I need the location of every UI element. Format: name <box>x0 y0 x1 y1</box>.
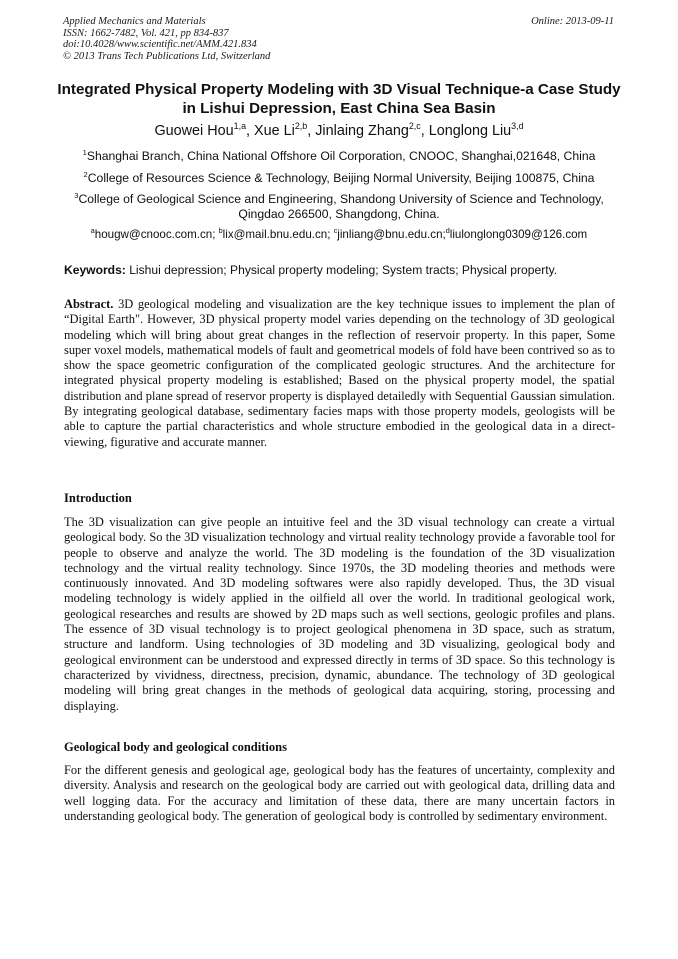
publication-info <box>63 16 270 62</box>
abstract <box>64 297 615 450</box>
author: Xue Li$^{2,b}$, <box>254 121 316 139</box>
section-heading: Geological body and geological conditions <box>64 740 287 754</box>
section-body: For the different genesis and geological age, geological body has the features of uncertainty, complexity and diversity. Analysis and research on the geological body are carried out with geological data, drilling data and well logging data. For the accuracy and limitation of these data, there are many uncertain factors in understanding geological body. The generation of geological body is controlled by sedimentary environment. <box>64 763 615 823</box>
section-heading: Introduction <box>64 491 132 505</box>
section-body: The 3D visualization can give people an intuitive feel and the 3D visual technology can create a virtual geological body. So the 3D visualization technology and virtual reality technology provide a favorable tool for people to observe and analyze the world. The 3D modeling is the foundation of the 3D visualization technology and the virtual reality technology. Since 1970s, the 3D modeling theories and methods were continuously innovated. And 3D modeling softwares were also rapidly developed. Thus, the 3D visual modeling technology is widely applied in the oilfield all over the world. In traditional geological work, geological researches and results are showed by 2D maps such as well sections, geologic profiles and plans. The essence of 3D visual technology is to project geological phenomena in 3D space, such as stratum, structure and landform. Using technologies of 3D modeling and 3D visualizing, geological body and geological environment can be understood and expressed directly in terms of 3D space. So this technology is characterized by vividness, directness, precision, dynamic, abundance. The technology of 3D geological modeling will bring great changes in the methods of geological data acquiring, storing, processing and displaying. <box>64 515 615 713</box>
abstract-label: Abstract. <box>64 297 114 311</box>
author-emails: $^a$hougw@cnooc.com.cn; $^b$lix@mail.bnu.edu.cn; $^c$jinliang@bnu.edu.cn;$^d$liulonglong0309@126.com <box>90 226 588 241</box>
online-date: Online: 2013-09-11 <box>531 16 614 27</box>
copyright: © 2013 Trans Tech Publications Ltd, Switzerland <box>63 50 271 62</box>
keywords-label: Keywords: <box>64 263 126 277</box>
abstract-text: 3D geological modeling and visualization are the key technique issues to implement the plan of “Digital Earth". However, 3D physical property model varies depending on the technology of 3D geological modeling which will bring about great changes in the reflection of reservoir property. In this paper, Some super voxel models, mathematical models of fault and geometrical models of fold have been contrived so as to show the space geometric configuration of the complicated geologic structures. And the architecture for integrated physical property modeling is established; Based on the physical property model, the spatial distribution and plane spread of reservor property is displayed detailedly with Sequential Gaussian simulation. By integrating geological database, sedimentary facies maps with those property models, geologists will be able to capture the partial characteristics and whole structure embodied in the geological data in a direct-viewing, figurative and accurate manner. <box>64 297 615 449</box>
author: Jinlaing Zhang$^{2,c}$, <box>315 121 429 139</box>
author: Longlong Liu$^{3,d}$ <box>428 121 524 139</box>
affiliation: $^3$College of Geological Science and Engineering, Shandong University of Science and Technology, Qingdao 266500, Shangdong, China. <box>74 190 604 222</box>
affiliation: $^1$Shanghai Branch, China National Offshore Oil Corporation, CNOOC, Shanghai,021648, China <box>82 147 596 163</box>
keywords <box>64 263 616 278</box>
author-list <box>50 122 628 140</box>
keywords-text: Lishui depression; Physical property modeling; System tracts; Physical property. <box>125 263 558 277</box>
journal-name: Applied Mechanics and Materials <box>63 16 206 27</box>
doi: doi:10.4028/www.scientific.net/AMM.421.834 <box>63 39 257 51</box>
affiliation: $^2$College of Resources Science & Technology, Beijing Normal University, Beijing 100875, China <box>83 169 595 185</box>
author: Guowei Hou$^{1,a}$, <box>154 121 255 139</box>
issn-volume: ISSN: 1662-7482, Vol. 421, pp 834-837 <box>63 27 229 39</box>
paper-title: Integrated Physical Property Modeling with 3D Visual Technique-a Case Study in Lishui Depression, East China Sea Basin <box>57 81 621 117</box>
